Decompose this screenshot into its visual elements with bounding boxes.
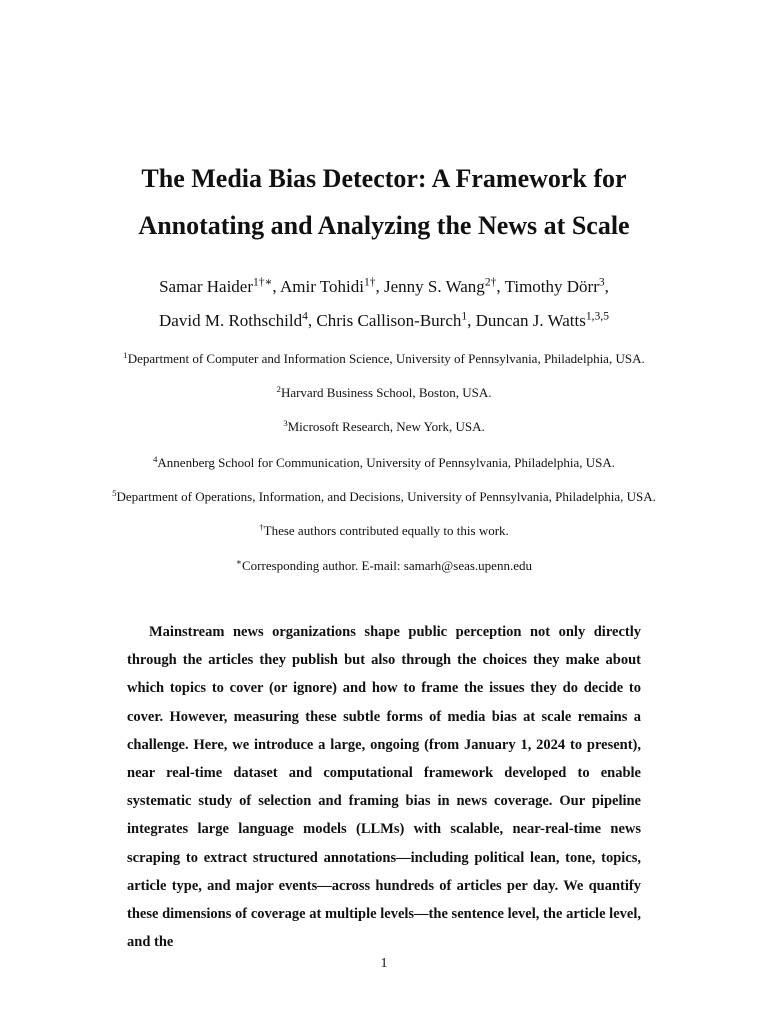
affiliation-mark: 3 [283, 418, 288, 429]
author-separator: , [272, 277, 280, 296]
author-affiliation-mark: 4 [302, 309, 308, 323]
author-separator: , [496, 277, 505, 296]
affiliation-mark: 2 [276, 384, 281, 395]
author-name: Chris Callison-Burch [316, 311, 462, 330]
author-separator: , [604, 277, 609, 296]
author-affiliation-mark: 3 [598, 275, 605, 289]
author-affiliation-mark: 1 [461, 309, 468, 323]
footnote-text: Corresponding author. E-mail: samarh@seas.upenn.edu [242, 558, 532, 573]
affiliation-mark: 4 [152, 454, 158, 465]
author-separator: , [467, 311, 476, 330]
author-affiliation-mark: 1† [363, 275, 376, 289]
author-list-line-2 [0, 310, 768, 332]
equal-contribution-note [0, 522, 768, 540]
affiliation-1 [0, 350, 768, 368]
affiliation-2 [0, 384, 768, 402]
author-name: Jenny S. Wang [384, 277, 485, 296]
affiliation-mark: 5 [112, 488, 117, 499]
paper-title-line-2: Annotating and Analyzing the News at Scale [138, 211, 630, 240]
author-affiliation-mark: 1†∗ [253, 275, 273, 289]
author-list-line-1 [0, 276, 768, 298]
affiliation-4 [0, 454, 768, 472]
abstract-text: Mainstream news organizations shape public perception not only directly through the articles they publish but also through the choices they make about which topics to cover (or ignore) and how to frame the issues they do decide to cover. However, measuring these subtle forms of media bias at scale remains a challenge. Here, we introduce a large, ongoing (from January 1, 2024 to present), near real-time dataset and computational framework developed to enable systematic study of selection and framing bias in news coverage. Our pipeline integrates large language models (LLMs) with scalable, near-real-time news scraping to extract structured annotations—including political lean, tone, topics, article type, and major events—across hundreds of articles per day. We quantify these dimensions of coverage at multiple levels—the sentence level, the article level, and the [127, 624, 641, 951]
author-name: Samar Haider [159, 277, 254, 296]
footnote-mark: ∗ [236, 557, 243, 568]
footnote-mark: † [259, 522, 264, 533]
footnote-text: These authors contributed equally to this work. [263, 523, 509, 538]
affiliation-mark: 1 [123, 350, 128, 361]
affiliation-3 [0, 418, 768, 436]
author-separator: , [307, 311, 317, 330]
author-name: Duncan J. Watts [475, 311, 586, 330]
author-affiliation-mark: 1,3,5 [585, 309, 609, 323]
page-number: 1 [380, 956, 388, 971]
author-separator: , [375, 277, 385, 296]
author-affiliation-mark: 2† [484, 275, 497, 289]
affiliation-text: Microsoft Research, New York, USA. [287, 419, 485, 434]
affiliation-text: Harvard Business School, Boston, USA. [280, 385, 492, 400]
author-name: Amir Tohidi [279, 277, 364, 296]
affiliation-text: Department of Computer and Information Science, University of Pennsylvania, Philadelphia, USA. [127, 351, 645, 366]
author-name: Timothy Dörr [504, 277, 599, 296]
affiliation-text: Annenberg School for Communication, University of Pennsylvania, Philadelphia, USA. [157, 455, 615, 470]
affiliation-text: Department of Operations, Information, and Decisions, University of Pennsylvania, Philadelphia, USA. [116, 489, 656, 504]
corresponding-author-note [0, 557, 768, 575]
author-name: David M. Rothschild [159, 311, 303, 330]
paper-title-line-1: The Media Bias Detector: A Framework for [141, 164, 627, 193]
affiliation-5 [0, 488, 768, 506]
